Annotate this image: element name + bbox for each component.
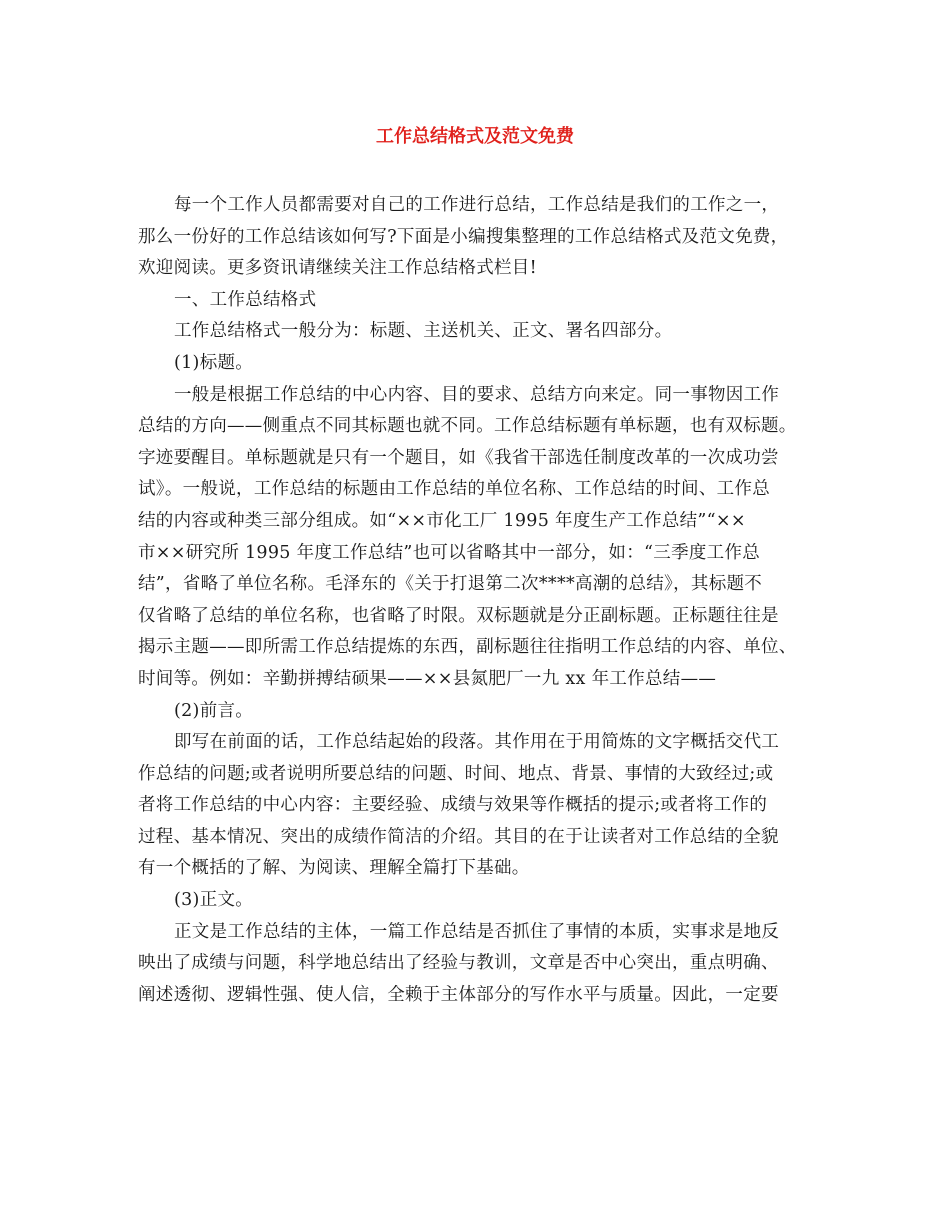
text-line: 试》。一般说，工作总结的标题由工作总结的单位名称、工作总结的时间、工作总 [138, 479, 771, 500]
text-line: (1)标题。 [174, 352, 254, 373]
text-line: 工作总结格式一般分为：标题、主送机关、正文、署名四部分。 [174, 321, 673, 342]
text-line: 即写在前面的话，工作总结起始的段落。其作用在于用简炼的文字概括交代工 [174, 732, 780, 753]
text-line: (2)前言。 [174, 700, 254, 721]
text-line: 市××研究所 1995 年度工作总结”也可以省略其中一部分，如：“三季度工作总 [138, 542, 761, 563]
text-line: 有一个概括的了解、为阅读、理解全篇打下基础。 [138, 858, 530, 879]
text-line: 每一个工作人员都需要对自己的工作进行总结，工作总结是我们的工作之一， [174, 195, 780, 215]
text-line: 作总结的问题;或者说明所要总结的问题、时间、地点、背景、事情的大致经过;或 [138, 763, 774, 784]
text-line: 欢迎阅读。更多资讯请继续关注工作总结格式栏目! [138, 258, 537, 279]
text-line: 揭示主题——即所需工作总结提炼的东西，副标题往往指明工作总结的内容、单位、 [138, 637, 797, 658]
text-line: 一、工作总结格式 [174, 289, 317, 310]
document-body [138, 190, 828, 1011]
text-line: 阐述透彻、逻辑性强、使人信，全赖于主体部分的写作水平与质量。因此，一定要 [138, 984, 779, 1005]
text-line: 结”，省略了单位名称。毛泽东的《关于打退第二次****高潮的总结》，其标题不 [138, 574, 763, 595]
text-line: 那么一份好的工作总结该如何写?下面是小编搜集整理的工作总结格式及范文免费， [138, 226, 789, 247]
text-line: (3)正文。 [174, 890, 254, 911]
text-line: 正文是工作总结的主体，一篇工作总结是否抓住了事情的本质，实事求是地反 [174, 921, 780, 942]
text-line: 映出了成绩与问题，科学地总结出了经验与教训，文章是否中心突出，重点明确、 [138, 953, 779, 974]
text-line: 过程、基本情况、突出的成绩作简洁的介绍。其目的在于让读者对工作总结的全貌 [138, 826, 779, 847]
text-line: 结的内容或种类三部分组成。如“××市化工厂 1995 年度生产工作总结”“×× [138, 510, 746, 531]
text-line: 仅省略了总结的单位名称，也省略了时限。双标题就是分正副标题。正标题往往是 [138, 605, 779, 626]
text-line: 总结的方向——侧重点不同其标题也就不同。工作总结标题有单标题，也有双标题。 [138, 416, 797, 437]
document-title: 工作总结格式及范文免费 [376, 126, 574, 147]
text-line: 时间等。例如：辛勤拼搏结硕果——××县氮肥厂一九 xx 年工作总结—— [138, 668, 717, 689]
text-line: 者将工作总结的中心内容：主要经验、成绩与效果等作概括的提示;或者将工作的 [138, 795, 768, 816]
text-line: 一般是根据工作总结的中心内容、目的要求、总结方向来定。同一事物因工作 [174, 384, 780, 405]
text-line: 字迹要醒目。单标题就是只有一个题目，如《我省干部选任制度改革的一次成功尝 [138, 447, 779, 468]
